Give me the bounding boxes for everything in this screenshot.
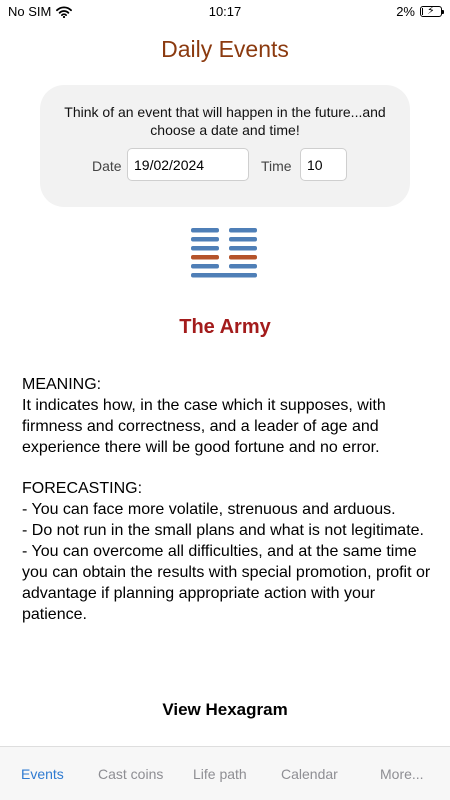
page-title: Daily Events [161, 36, 289, 62]
tab-cast-coins[interactable]: Cast coins [98, 766, 164, 782]
hexagram-symbol[interactable] [0, 227, 450, 287]
event-input-card [40, 85, 410, 207]
date-input[interactable] [127, 148, 249, 181]
battery-fill [422, 8, 423, 15]
event-prompt: Think of an event that will happen in the future...and choose a date and time! [64, 104, 386, 138]
date-label: Date [92, 158, 122, 174]
hexagram-line-yin [191, 264, 219, 269]
hexagram-line-yin [229, 228, 257, 233]
time-label: Time [261, 158, 292, 174]
view-hexagram-button[interactable]: View Hexagram [162, 700, 288, 719]
hexagram-name: The Army [179, 316, 271, 338]
status-right [396, 4, 442, 19]
tab-more[interactable]: More... [380, 766, 424, 782]
tab-calendar[interactable]: Calendar [281, 766, 338, 782]
hexagram-line-yin [191, 237, 219, 242]
carrier-label: No SIM [8, 4, 52, 19]
meaning-text: It indicates how, in the case which it supposes, with firmness and correctness, and a leader of age and experience there will be good fortune and no error. [22, 397, 386, 456]
forecasting-label: FORECASTING: [22, 480, 143, 497]
tab-bar [0, 746, 450, 800]
forecast-item: - Do not run in the small plans and what is not legitimate. [22, 522, 424, 539]
meaning-label: MEANING: [22, 376, 102, 393]
hexagram-line-yin [191, 246, 219, 251]
status-time: 10:17 [208, 4, 242, 19]
time-input[interactable] [300, 148, 347, 181]
forecast-item: - You can overcome all difficulties, and at the same time you can obtain the results with special promotion, profit or advantage if planning appropriate action with your patience. [22, 543, 431, 623]
hexagram-line-yin [229, 246, 257, 251]
meaning-section [22, 374, 432, 458]
battery-icon [420, 6, 442, 17]
hexagram-line-yin [229, 264, 257, 269]
status-bar [0, 0, 450, 24]
forecasting-section [22, 478, 432, 625]
forecast-item: - You can face more volatile, strenuous and arduous. [22, 501, 396, 518]
tab-life-path[interactable]: Life path [193, 766, 247, 782]
hexagram-line-yin [191, 228, 219, 233]
tab-events[interactable]: Events [21, 766, 64, 782]
hexagram-line-yang [191, 273, 257, 278]
battery-percent: 2% [396, 4, 415, 19]
hexagram-line-yin [191, 255, 219, 260]
charging-bolt-icon: ⚡ [427, 5, 435, 17]
hexagram-line-yin [229, 237, 257, 242]
hexagram-line-yin [229, 255, 257, 260]
